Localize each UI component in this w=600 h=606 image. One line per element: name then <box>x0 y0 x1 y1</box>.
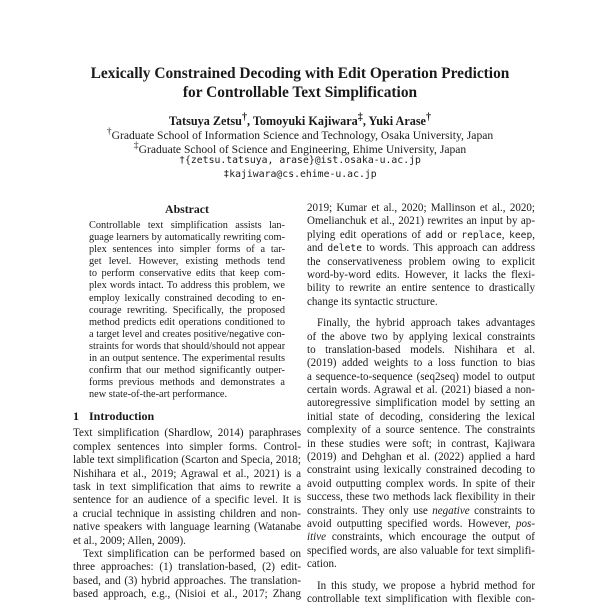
intro-paragraph-2 <box>73 548 301 602</box>
body-line: 2019; Kumar et al., 2020; Mallinson et al., 2020; <box>307 202 535 214</box>
body-line: certain words. Agrawal et al. (2021) biased a non- <box>307 384 535 397</box>
body-line <box>307 531 535 544</box>
body-line: the conservativeness problem owing to explicit <box>307 255 535 268</box>
body-line: cation. <box>307 558 337 571</box>
body-line: Finally, the hybrid approach takes advantages <box>317 317 535 330</box>
body-line: to translation-based models. Nishihara et al. <box>307 343 535 356</box>
abstract-line: to perform conservative edits that keep com- <box>89 268 285 280</box>
abstract-line: plex sentences into simpler forms of a tar- <box>89 244 285 256</box>
title-line-2: for Controllable Text Simplification <box>182 84 418 101</box>
author-email: ‡kajiwara@cs.ehime-u.ac.jp <box>223 169 377 180</box>
intro-paragraph-1 <box>73 427 301 548</box>
abstract-line: confirm that our method significantly outper- <box>89 365 285 377</box>
body-line: specified words, are also valuable for text simplifi- <box>307 544 535 557</box>
code-term: delete <box>327 243 362 255</box>
text-run: constraints to <box>469 504 535 517</box>
body-line: In this study, we propose a hybrid method for <box>317 579 535 592</box>
abstract-line: guage learners by automatically rewriting com- <box>89 232 285 244</box>
body-line: a sequence-to-sequence (seq2seq) model to output <box>307 370 535 383</box>
body-line: word-by-word edits. However, it lacks the flexi- <box>307 268 535 281</box>
body-line: Omelianchuk et al., 2021) rewrites an input by ap- <box>307 215 535 228</box>
right-paragraph-1 <box>307 202 535 309</box>
body-line: controllable text simplification with flexible con- <box>307 592 535 605</box>
abstract-line: courage rewriting. Specifically, the proposed <box>89 304 285 316</box>
author-list: Tatsuya Zetsu†, Tomoyuki Kajiwara‡, Yuki Arase† <box>168 112 432 129</box>
text-run: constraints. They only use <box>307 504 433 517</box>
code-term: add <box>425 229 443 241</box>
text-run: , <box>532 228 535 241</box>
author-email: †{zetsu.tatsuya, arase}@ist.osaka-u.ac.jp <box>179 155 421 166</box>
text-run: to words. This approach can address <box>361 242 535 255</box>
body-line <box>307 518 535 531</box>
text-run: constraints, which encourage the output of <box>326 531 535 544</box>
right-column <box>307 202 535 606</box>
paragraph-gap <box>307 309 535 317</box>
text-run: or <box>442 228 462 241</box>
author-mark: ‡ <box>357 112 363 123</box>
text-run: plying edit operations of <box>307 228 426 241</box>
author-mark: † <box>425 112 432 123</box>
affiliation-mark: ‡ <box>133 140 139 151</box>
author-name: Yuki Arase <box>368 114 426 129</box>
body-line: in these studies were soft; in contrast, Kajiwara <box>307 437 535 450</box>
emphasis: itive <box>307 531 327 544</box>
right-paragraph-2 <box>307 317 535 571</box>
section-title: Introduction <box>89 409 155 424</box>
emphasis: negative <box>432 504 470 517</box>
author-mark: † <box>241 112 248 123</box>
body-line: autoregressive simplification model by setting an <box>307 397 535 410</box>
paper-title <box>40 64 560 102</box>
body-line: Text simplification (Shardlow, 2014) paraphrases <box>73 427 301 440</box>
body-line <box>307 505 535 518</box>
abstract-heading: Abstract <box>165 202 209 216</box>
section-number: 1 <box>73 409 79 424</box>
abstract-line: method predicts edit operations conditioned to <box>89 316 285 328</box>
abstract-line: in an output sentence. The experimental results <box>89 353 285 365</box>
affiliation-text: Graduate School of Science and Engineering, Ehime University, Japan <box>138 142 467 156</box>
emphasis: pos- <box>515 517 535 530</box>
body-line: (2019) added weights to a loss function to bias <box>307 357 535 370</box>
abstract-body <box>89 220 285 401</box>
body-line: constraint using lexically constrained decoding to <box>307 464 535 477</box>
body-line: (2019) and Dehghan et al. (2022) applied a hard <box>307 451 535 464</box>
title-line-1: Lexically Constrained Decoding with Edit Operation Prediction <box>90 65 510 82</box>
body-line: Nishihara et al., 2019; Agrawal et al., 2021) is a <box>73 467 301 480</box>
paragraph-gap <box>307 572 535 580</box>
abstract-line: plex words intact. To address this problem, we <box>89 280 285 292</box>
body-line: based, and (3) hybrid approaches. The translation- <box>73 574 301 587</box>
body-line: Text simplification can be performed based on <box>83 547 301 560</box>
body-line: initial state of decoding, considering the lexical <box>307 410 535 423</box>
body-line: change its syntactic structure. <box>307 295 438 308</box>
abstract-line: a target level and creates positive/negative con- <box>89 328 285 340</box>
left-column <box>73 202 301 601</box>
body-line: native speakers with language learning (Watanabe <box>73 521 301 534</box>
body-line <box>307 242 535 255</box>
text-run: avoid outputting specified words. However, <box>307 517 516 530</box>
body-line: sentence for an audience of a specific level. It is <box>73 494 301 507</box>
abstract-line: forms previous methods and demonstrates a <box>89 377 285 389</box>
right-paragraph-3 <box>307 580 535 606</box>
body-line: et al., 2009; Allen, 2009). <box>73 534 186 547</box>
abstract-line: new state-of-the-art performance. <box>89 389 228 401</box>
body-line <box>307 229 535 242</box>
text-run: and <box>307 242 328 255</box>
body-line: lable text simplification (Scarton and Specia, 2018; <box>73 454 301 467</box>
abstract-line: employ lexically constrained decoding to en- <box>89 292 285 304</box>
section-heading-introduction <box>73 409 301 423</box>
body-line: task in text simplification that aims to rewrite a <box>73 480 301 493</box>
body-line: bility to rewrite an entire sentence to drastically <box>307 282 535 295</box>
abstract-line: get level. However, existing methods tend <box>89 256 285 268</box>
body-line: three approaches: (1) translation-based, (2) edit- <box>73 561 301 574</box>
body-line: avoid outputting complex words. In spite of their <box>307 477 535 490</box>
body-line: of the above two by applying lexical constraints <box>307 330 535 343</box>
code-term: keep <box>509 229 533 241</box>
affiliation-text: Graduate School of Information Science and Technology, Osaka University, Japan <box>111 128 494 142</box>
author-name: Tomoyuki Kajiwara <box>252 114 358 129</box>
affiliation-mark: † <box>106 126 112 137</box>
body-line: complexity of a source sentence. The constraints <box>307 424 535 437</box>
text-run: , <box>501 228 510 241</box>
abstract-line: straints for words that should/should not appear <box>89 340 285 352</box>
body-line: success, these two methods lack flexibility in their <box>307 491 535 504</box>
abstract-line: Controllable text simplification assists lan- <box>89 220 285 231</box>
author-name: Tatsuya Zetsu <box>168 114 242 129</box>
body-line: based approach, e.g., (Nisioi et al., 2017; Zhang <box>73 588 301 601</box>
code-term: replace <box>461 229 502 241</box>
body-line: a crucial technique in assisting children and non- <box>73 507 301 520</box>
body-line: complex sentences into simpler forms. Control- <box>73 440 301 453</box>
